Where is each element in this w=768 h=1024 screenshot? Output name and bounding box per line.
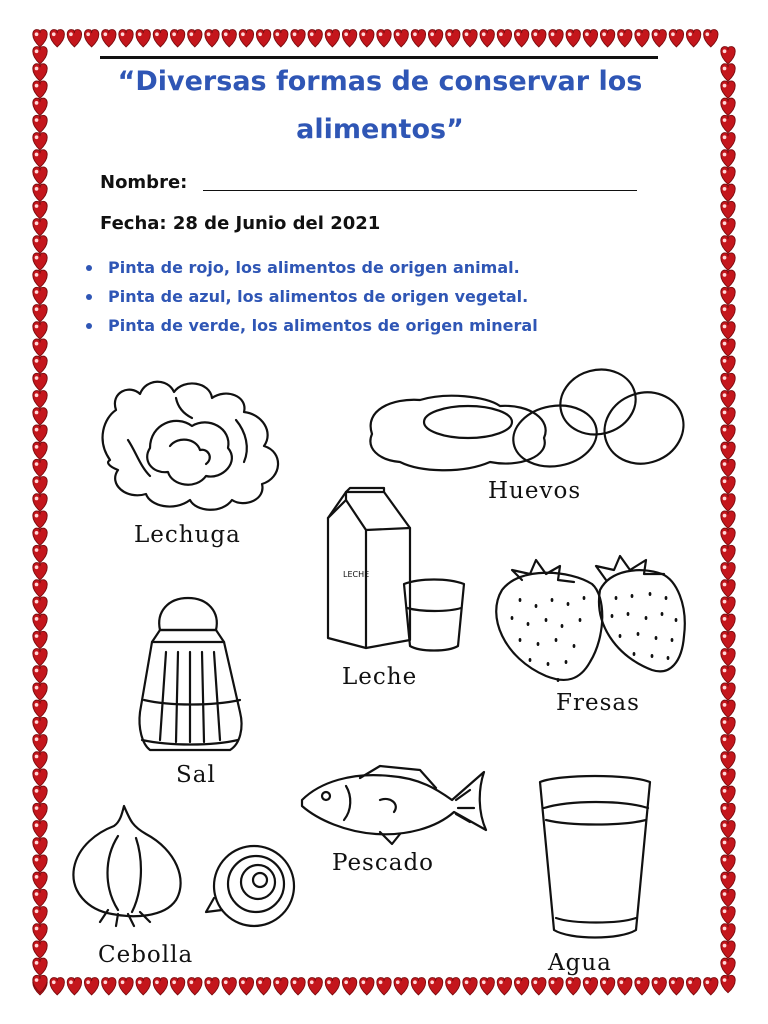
- seed-dot: [667, 656, 670, 660]
- date-label: Fecha: 28 de Junio del 2021: [100, 213, 381, 234]
- seed-dot: [527, 622, 530, 626]
- seed-dot: [651, 654, 654, 658]
- seed-dot: [551, 598, 554, 602]
- seed-dot: [529, 658, 532, 662]
- seed-dot: [547, 662, 550, 666]
- seed-dot: [535, 604, 538, 608]
- seed-dot: [537, 642, 540, 646]
- seed-dot: [555, 638, 558, 642]
- milk-glass-icon: [404, 580, 464, 651]
- lettuce-icon: [103, 382, 278, 510]
- seed-dot: [573, 644, 576, 648]
- seed-dot: [519, 598, 522, 602]
- seed-dot: [611, 614, 614, 618]
- strawberries-icon: [496, 556, 685, 680]
- label-sal: Sal: [176, 762, 216, 788]
- seed-dot: [633, 652, 636, 656]
- seed-dot: [637, 632, 640, 636]
- strawberry-seeds-icon: [511, 592, 678, 682]
- label-huevos: Huevos: [488, 478, 582, 504]
- title-line-2: alimentos”: [296, 114, 464, 145]
- seed-dot: [619, 634, 622, 638]
- seed-dot: [545, 618, 548, 622]
- title-line-1: “Diversas formas de conservar los: [117, 66, 643, 97]
- label-agua: Agua: [548, 950, 612, 976]
- name-label: Nombre:: [100, 172, 188, 193]
- fish-icon: [302, 766, 486, 844]
- instruction-item: Pinta de rojo, los alimentos de origen animal.: [84, 253, 538, 282]
- seed-dot: [631, 594, 634, 598]
- instruction-item: Pinta de azul, los alimentos de origen vegetal.: [84, 282, 538, 311]
- milk-carton-icon: [328, 488, 410, 648]
- seed-dot: [675, 618, 678, 622]
- seed-dot: [565, 660, 568, 664]
- seed-dot: [567, 602, 570, 606]
- carton-label: LECHE: [343, 570, 370, 579]
- label-leche: Leche: [342, 664, 418, 690]
- seed-dot: [583, 596, 586, 600]
- instruction-item: Pinta de verde, los alimentos de origen mineral: [84, 311, 538, 340]
- seed-dot: [655, 636, 658, 640]
- eggs-icon: [370, 361, 693, 474]
- seed-dot: [661, 612, 664, 616]
- label-cebolla: Cebolla: [98, 942, 194, 968]
- label-pescado: Pescado: [332, 850, 435, 876]
- seed-dot: [627, 612, 630, 616]
- seed-dot: [579, 618, 582, 622]
- label-lechuga: Lechuga: [134, 522, 241, 548]
- label-fresas: Fresas: [556, 690, 640, 716]
- onion-icon: [73, 806, 294, 926]
- seed-dot: [671, 638, 674, 642]
- seed-dot: [649, 592, 652, 596]
- seed-dot: [615, 596, 618, 600]
- water-glass-icon: [540, 776, 650, 938]
- seed-dot: [557, 678, 560, 682]
- seed-dot: [561, 624, 564, 628]
- seed-dot: [519, 638, 522, 642]
- seed-dot: [665, 596, 668, 600]
- salt-shaker-icon: [139, 598, 241, 750]
- seed-dot: [511, 616, 514, 620]
- seed-dot: [645, 616, 648, 620]
